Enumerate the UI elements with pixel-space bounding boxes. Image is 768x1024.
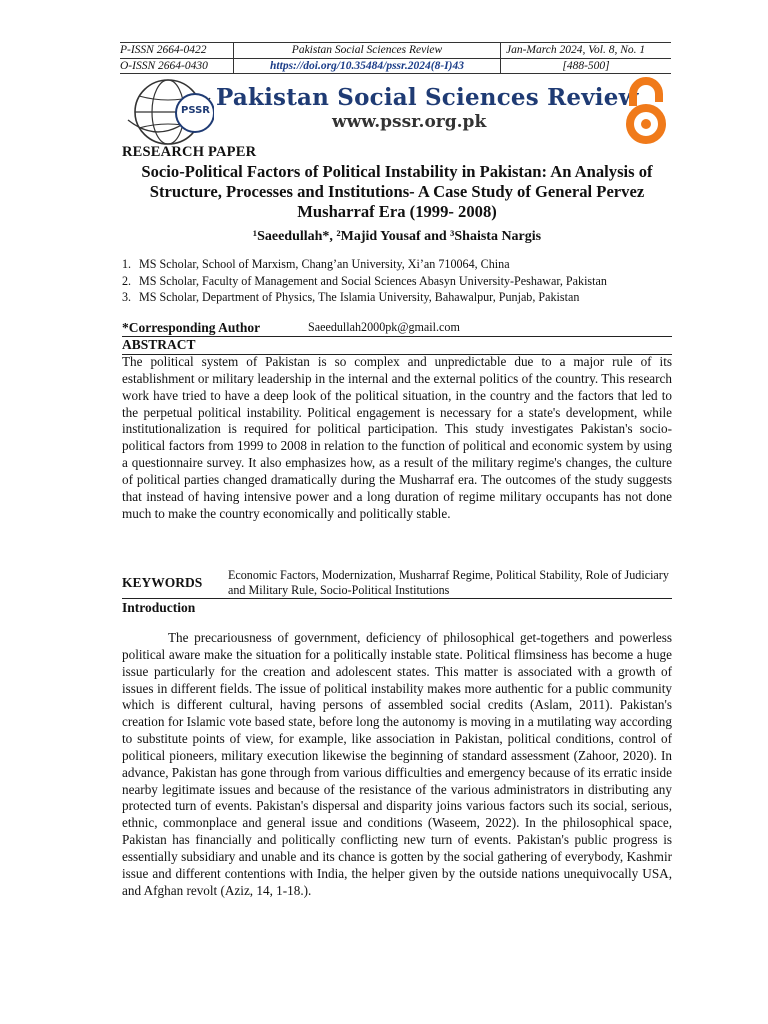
journal-url[interactable]: www.pssr.org.pk (332, 112, 487, 132)
o-issn: O-ISSN 2664-0430 (120, 60, 208, 72)
paper-type-label: RESEARCH PAPER (122, 144, 257, 160)
pssr-globe-logo (122, 78, 214, 146)
corresponding-author-row (122, 319, 672, 337)
keywords-heading: KEYWORDS (122, 575, 203, 590)
affiliation-item (122, 289, 672, 306)
journal-name: Pakistan Social Sciences Review (291, 44, 443, 56)
journal-title: Pakistan Social Sciences Review (216, 84, 639, 111)
affiliation-text: MS Scholar, Department of Physics, The Islamia University, Bahawalpur, Punjab, Pakistan (139, 290, 580, 304)
page-range: [488-500] (562, 60, 610, 72)
affiliation-text: MS Scholar, School of Marxism, Chang’an University, Xi’an 710064, China (139, 257, 510, 271)
header-info-table (120, 42, 671, 74)
affiliation-text: MS Scholar, Faculty of Management and Social Sciences Abasyn University-Peshawar, Pakistan (139, 273, 607, 288)
abstract-text: The political system of Pakistan is so complex and unpredictable due to a major rule of its establishment or military leadership in the internal and the external politics of the country. This research work have tried to have a deep look of the political situation, in the country and the factors that led to the perpetual political instability. Political engagement is necessary for a state's development, while institutionalization is required for political participation. This study investigates Pakistan's socio- political factors from 1999 to 2008 in relation to the function of political and economic system by using a questionnaire survey. It also emphasizes how, as a result of the military regime's changes, the culture of political parties changed dramatically during the Musharraf era. The outcomes of the study suggests that instead of having intensive power and a long duration of regime military occupants has not done much to make the country economically and politically stable. (122, 354, 672, 521)
keywords-text: Economic Factors, Modernization, Musharraf Regime, Political Stability, Role of Judiciary and Military Rule, Socio-Political Institutions (228, 568, 669, 597)
affiliation-list (122, 256, 672, 306)
affiliation-number: 3. (122, 290, 132, 304)
affiliation-number: 1. (122, 257, 132, 271)
logo-text: PSSR (181, 105, 210, 116)
affiliation-item (122, 256, 672, 273)
author-list: ¹Saeedullah*, ²Majid Yousaf and ³Shaista Nargis (252, 229, 542, 244)
keywords-rule (122, 598, 672, 599)
p-issn: P-ISSN 2664-0422 (120, 44, 207, 56)
paper-title: Socio-Political Factors of Political Instability in Pakistan: An Analysis of Structure, Processes and Institutions- A Case Study of General Pervez Musharraf Era (1999- 2008) (141, 162, 653, 221)
corresponding-email[interactable]: Saeedullah2000pk@gmail.com (308, 320, 460, 334)
introduction-heading: Introduction (122, 600, 196, 615)
corresponding-author-label: *Corresponding Author (122, 320, 261, 335)
abstract-heading: ABSTRACT (122, 337, 672, 355)
doi-link[interactable]: https://doi.org/10.35484/pssr.2024(8-I)43 (270, 60, 464, 72)
open-access-icon (620, 76, 672, 146)
affiliation-number: 2. (122, 273, 132, 288)
introduction-paragraph: The precariousness of government, deficiency of philosophical get-togethers and powerless political aware make the situation for a politically instable state. Political flimsiness has become a huge issue particularly for the creation and adolescent states. This matter is associated with a growth of issues in different fields. The issue of political instability makes more authentic for a public community which is different cultural, having persons of assembled social credits (Aslam, 2011). Pakistan's creation for Islamic vote based state, before long the autonomy is moving in a mutilating way according to substitute points of view, for example, like association in Pakistan, political conditions, control of political pioneers, military execution likewise the beginning of standard assessment (Zahoor, 2020). In advance, Pakistan has gone through from various difficulties and emergency because of its erratic inside nearby legitimate issues and because of the resistance of the various administrators in distributing any protected turn of events. Pakistan's dispersal and disparity joins various factors such its social, serious, ethnic, commonplace and general issue and conditions (Waseem, 2022). In the philosophical space, Pakistan has financially and politically conflicting new turn of events. Pakistan's public progress is essentially subsidiary and unable and its chance is gotten by the social gathering of everybody, Kashmir issue and different contentions with India, the helper given by the outside nations unequivocally USA, and Afghan revolt (Aziz, 14, 1-18.). (122, 630, 672, 898)
affiliation-item (122, 273, 672, 290)
issue-info: Jan-March 2024, Vol. 8, No. 1 (506, 44, 646, 56)
